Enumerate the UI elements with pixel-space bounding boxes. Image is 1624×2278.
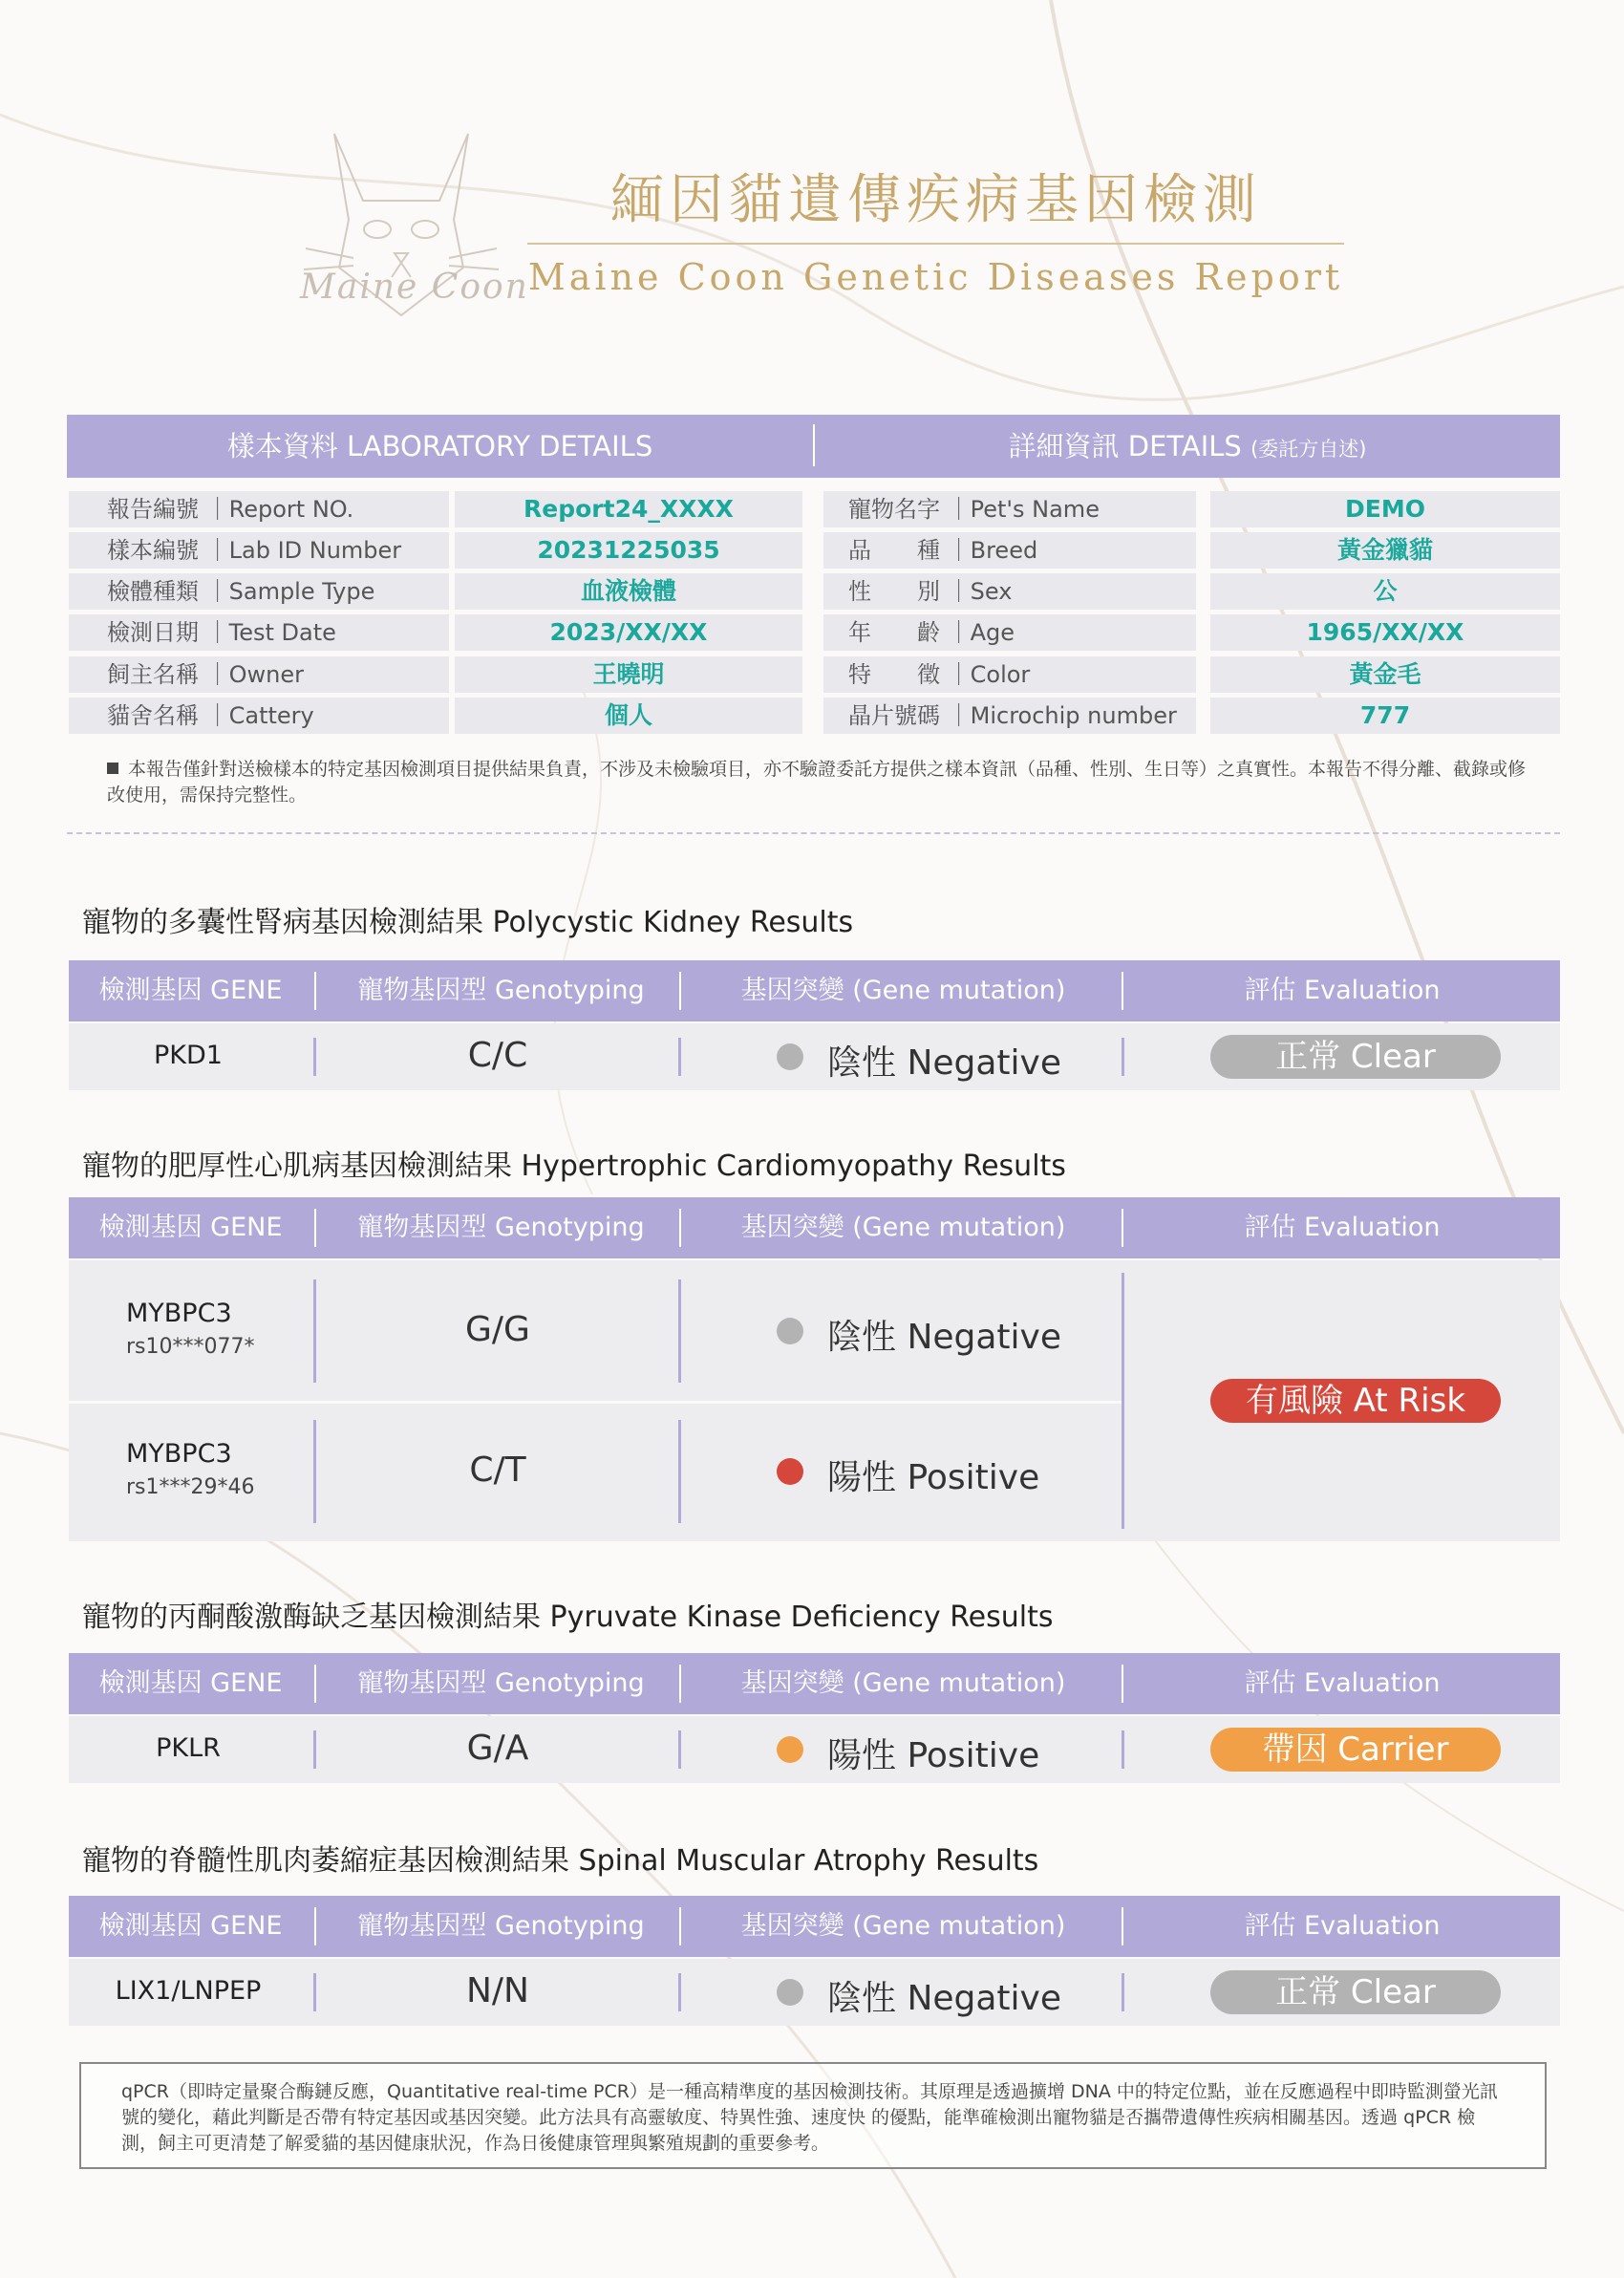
col-divider	[679, 1907, 681, 1945]
details-heading-text: 詳細資訊 DETAILS	[1008, 430, 1242, 462]
details-header-bar	[67, 415, 1560, 478]
section-title: 寵物的多囊性腎病基因檢測結果 Polycystic Kidney Results	[82, 906, 854, 939]
col-divider	[679, 972, 681, 1010]
col-genotyping: 寵物基因型 Genotyping	[357, 976, 645, 1005]
col-divider	[314, 972, 316, 1010]
evaluation-badge: 帶因 Carrier	[1210, 1728, 1501, 1772]
mutation-status-dot-icon	[777, 1979, 803, 2006]
evaluation-badge: 正常 Clear	[1210, 1035, 1501, 1079]
pet-detail-value: 1965/XX/XX	[1306, 618, 1464, 646]
pet-detail-value: 公	[1373, 577, 1398, 605]
pet-detail-label: 晶片號碼 ｜Microchip number	[848, 702, 1177, 729]
col-gene: 檢測基因 GENE	[98, 976, 283, 1005]
genotype-value: C/C	[467, 1036, 528, 1075]
col-divider	[314, 1665, 316, 1703]
details-row	[69, 491, 1560, 527]
lab-detail-label: 檢體種類 ｜Sample Type	[107, 578, 375, 605]
qpcr-explanation: qPCR（即時定量聚合酶鏈反應，Quantitative real-time PCR）是一種高精準度的基因檢測技術。其原理是透過擴增 DNA 中的特定位點，並在反應過程中即時監測螢光訊號的變化，藉此判斷是否帶有特定基因或基因突變。此方法具有高靈敏度、特異性強、速度快 的優點，能準確檢測出寵物貓是否攜帶遺傳性疾病相關基因。透過 qPCR 檢測，飼主可更清楚了解愛貓的基因健康狀況，作為日後健康管理與繁殖規劃的重要參考。	[121, 2081, 1498, 2154]
lab-detail-label: 報告編號 ｜Report NO.	[107, 496, 354, 523]
cell-divider	[1122, 1730, 1124, 1769]
lab-detail-value: 血液檢體	[580, 577, 676, 605]
details-row	[69, 573, 1560, 610]
lab-detail-label: 貓舍名稱 ｜Cattery	[107, 702, 314, 729]
gene-name: MYBPC3	[126, 1298, 232, 1328]
report-title-zh: 緬因貓遺傳疾病基因檢測	[610, 169, 1262, 231]
lab-detail-label: 樣本編號 ｜Lab ID Number	[107, 537, 402, 564]
results-header	[69, 1653, 1560, 1714]
col-genotyping: 寵物基因型 Genotyping	[357, 1213, 645, 1242]
cell-divider	[678, 1279, 681, 1383]
col-divider	[1122, 1665, 1123, 1703]
col-mutation: 基因突變 (Gene mutation)	[740, 976, 1066, 1005]
pet-detail-label: 性 別 ｜Sex	[848, 578, 1013, 605]
pet-detail-value: DEMO	[1345, 495, 1425, 523]
pet-detail-value: 黃金獵貓	[1336, 536, 1433, 564]
lab-detail-value: 2023/XX/XX	[549, 618, 708, 646]
mutation-result: 陰性 Negative	[827, 1043, 1062, 1083]
details-row	[69, 532, 1560, 569]
col-divider	[679, 1209, 681, 1247]
col-gene: 檢測基因 GENE	[98, 1213, 283, 1242]
col-gene: 檢測基因 GENE	[98, 1668, 283, 1698]
cell-divider	[1122, 1973, 1124, 2011]
mutation-result: 陽性 Positive	[827, 1457, 1040, 1497]
col-evaluation: 評估 Evaluation	[1244, 976, 1441, 1005]
col-genotyping: 寵物基因型 Genotyping	[357, 1668, 645, 1698]
mutation-status-dot-icon	[777, 1318, 803, 1344]
section-title: 寵物的丙酮酸激酶缺乏基因檢測結果 Pyruvate Kinase Deficiency Results	[82, 1601, 1054, 1634]
col-divider	[314, 1907, 316, 1945]
mutation-result: 陰性 Negative	[827, 1317, 1062, 1357]
col-divider	[679, 1665, 681, 1703]
pet-detail-label: 年 齡 ｜Age	[848, 619, 1015, 646]
lab-detail-label: 飼主名稱 ｜Owner	[107, 661, 304, 688]
lab-detail-value: 個人	[604, 701, 652, 729]
col-mutation: 基因突變 (Gene mutation)	[740, 1911, 1066, 1941]
col-evaluation: 評估 Evaluation	[1244, 1668, 1441, 1698]
qpcr-explanation-box	[79, 2062, 1547, 2169]
title-divider	[527, 243, 1344, 245]
cell-divider	[1122, 1273, 1124, 1529]
genotype-value: G/G	[465, 1309, 530, 1349]
gene-name: LIX1/LNPEP	[115, 1976, 262, 2006]
lab-detail-value: Report24_XXXX	[524, 495, 734, 523]
details-heading-note: (委託方自述)	[1250, 438, 1367, 461]
details-row	[69, 698, 1560, 734]
gene-rs-id: rs1***29*46	[126, 1474, 255, 1499]
dashed-divider	[67, 832, 1560, 834]
col-genotyping: 寵物基因型 Genotyping	[357, 1911, 645, 1941]
mutation-status-dot-icon	[777, 1043, 803, 1070]
pet-detail-value: 黃金毛	[1349, 660, 1421, 688]
details-row	[69, 656, 1560, 693]
logo-text: Maine Coon	[300, 268, 529, 307]
gene-name: PKLR	[156, 1733, 221, 1763]
col-divider	[1122, 1907, 1123, 1945]
genotype-value: G/A	[466, 1729, 529, 1768]
results-header	[69, 1197, 1560, 1258]
gene-name: PKD1	[154, 1041, 223, 1070]
section-title: 寵物的脊髓性肌肉萎縮症基因檢測結果 Spinal Muscular Atrophy Results	[82, 1844, 1039, 1878]
genotype-value: N/N	[466, 1971, 529, 2010]
col-divider	[1122, 972, 1123, 1010]
genotype-value: C/T	[469, 1450, 526, 1490]
lab-detail-value: 王曉明	[592, 660, 665, 688]
results-header	[69, 960, 1560, 1021]
cell-divider	[678, 1038, 681, 1076]
pet-detail-value: 777	[1359, 701, 1411, 729]
col-gene: 檢測基因 GENE	[98, 1911, 283, 1941]
mutation-status-dot-icon	[777, 1458, 803, 1485]
lab-detail-label: 檢測日期 ｜Test Date	[107, 619, 336, 646]
details-row	[69, 614, 1560, 651]
results-header	[69, 1896, 1560, 1957]
report-title-en: Maine Coon Genetic Diseases Report	[527, 256, 1344, 298]
row-divider	[69, 1401, 1122, 1404]
report-notice: 本報告僅針對送檢樣本的特定基因檢測項目提供結果負責，不涉及未檢驗項目，亦不驗證委託方提供之樣本資訊（品種、性別、生日等）之真實性。本報告不得分離、截錄或修改使用，需保持完整性。	[107, 759, 1527, 806]
mutation-status-dot-icon	[777, 1736, 803, 1763]
evaluation-badge: 有風險 At Risk	[1210, 1379, 1501, 1423]
pet-detail-label: 品 種 ｜Breed	[848, 537, 1038, 564]
col-mutation: 基因突變 (Gene mutation)	[740, 1668, 1066, 1698]
lab-detail-value: 20231225035	[537, 536, 720, 564]
cell-divider	[678, 1730, 681, 1769]
gene-name: MYBPC3	[126, 1438, 232, 1469]
col-divider	[1122, 1209, 1123, 1247]
mutation-result: 陽性 Positive	[827, 1736, 1040, 1775]
col-evaluation: 評估 Evaluation	[1244, 1213, 1441, 1242]
cell-divider	[678, 1420, 681, 1523]
cell-divider	[678, 1973, 681, 2011]
details-heading	[815, 415, 1560, 478]
gene-rs-id: rs10***077*	[126, 1334, 255, 1359]
col-divider	[314, 1209, 316, 1247]
laboratory-details-heading: 樣本資料 LABORATORY DETAILS	[226, 430, 653, 462]
cell-divider	[1122, 1038, 1124, 1076]
col-evaluation: 評估 Evaluation	[1244, 1911, 1441, 1941]
pet-detail-label: 特 徵 ｜Color	[848, 661, 1031, 688]
evaluation-badge: 正常 Clear	[1210, 1970, 1501, 2014]
pet-detail-label: 寵物名字 ｜Pet's Name	[848, 496, 1100, 523]
mutation-result: 陰性 Negative	[827, 1979, 1062, 2018]
section-title: 寵物的肥厚性心肌病基因檢測結果 Hypertrophic Cardiomyopathy Results	[82, 1150, 1066, 1183]
col-mutation: 基因突變 (Gene mutation)	[740, 1213, 1066, 1242]
